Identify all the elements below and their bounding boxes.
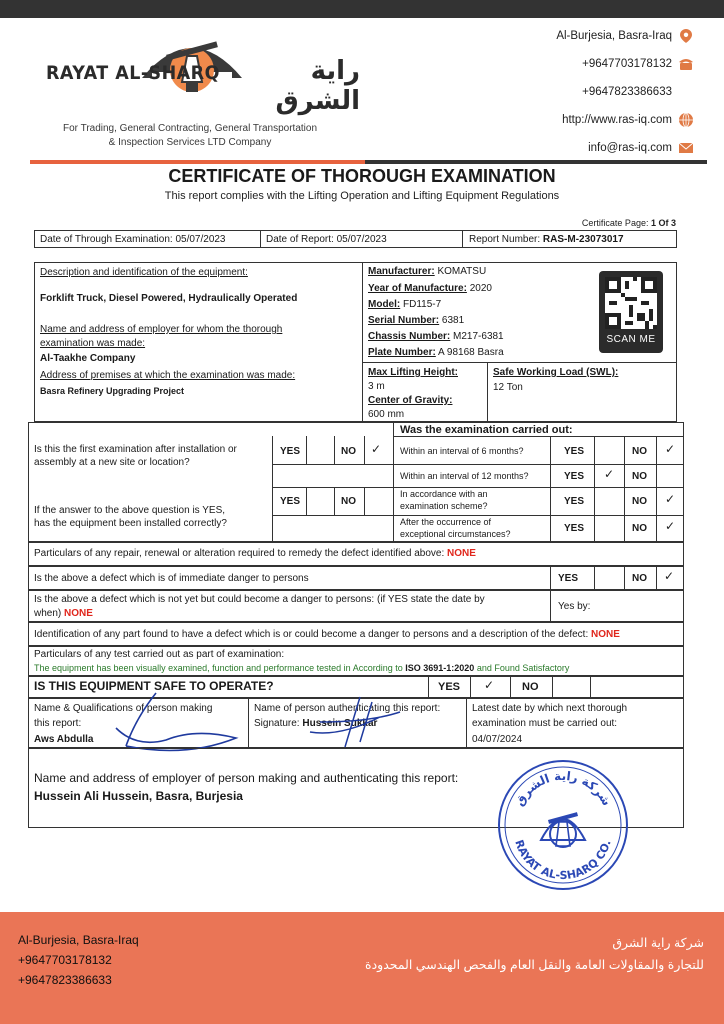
- interval-12-no: NO: [632, 471, 647, 482]
- auth-label: Name of person authenticating this report:: [254, 703, 441, 714]
- part-id-text: [34, 628, 620, 641]
- contact-email: [556, 134, 694, 162]
- yes-by-label: Yes by:: [558, 601, 591, 612]
- employer-value: Al-Taakhe Company: [40, 353, 136, 364]
- grid-v5: [306, 487, 307, 515]
- certificate-page: [582, 218, 676, 228]
- tests-value-iso: ISO 3691-1:2020: [405, 663, 475, 673]
- grid-v4: [364, 436, 365, 464]
- model: [368, 298, 441, 311]
- company-tagline: [40, 122, 340, 150]
- manufacturer-value: KOMATSU: [437, 266, 487, 277]
- phone-icon: [678, 56, 694, 72]
- logo-english-text: RAYAT AL-SHARQ: [46, 62, 220, 84]
- footer-arabic: [365, 932, 704, 976]
- report-number-label: Report Number:: [469, 234, 541, 245]
- equipment-sep: [362, 262, 363, 422]
- grid-v1: [272, 436, 273, 542]
- location-pin-icon: [678, 28, 694, 44]
- interval-6-no-tick: ✓: [665, 442, 676, 456]
- logo-arabic-text: راية الشرق: [275, 56, 360, 116]
- plate: [368, 346, 504, 359]
- serial: [368, 314, 464, 327]
- was-exam-label: Was the examination carried out:: [400, 424, 573, 436]
- grid-h5: [272, 515, 393, 516]
- danger-v1: [550, 566, 551, 590]
- company-logo: [40, 24, 360, 154]
- immediate-danger-label: Is the above a defect which is of immediate danger to persons: [34, 573, 309, 584]
- immediate-danger-no-tick: ✓: [664, 569, 675, 583]
- scheme-label-1: In accordance with an: [400, 489, 488, 499]
- swl-value: 12 Ton: [493, 382, 523, 393]
- danger-v4: [656, 566, 657, 590]
- manufacturer: [368, 265, 486, 278]
- tests-label: Particulars of any test carried out as part of examination:: [34, 649, 285, 660]
- tagline-line-1: For Trading, General Contracting, General Transportation: [62, 123, 318, 134]
- employer-value-bottom: Hussein Ali Hussein, Basra, Burjesia: [34, 789, 243, 803]
- installed-q2: has the equipment been installed correctly?: [34, 518, 227, 529]
- safe-yes: YES: [438, 681, 461, 693]
- report-number: [469, 233, 624, 246]
- repair-text: [34, 547, 476, 560]
- interval-6-yes: YES: [564, 446, 585, 457]
- auth-value: Hussein Sukkar: [302, 718, 378, 729]
- stamp-text-top: شركة راية الشرق: [512, 768, 614, 809]
- maker-label-2: this report:: [34, 718, 82, 729]
- certificate-subtitle: This report complies with the Lifting Operation and Lifting Equipment Regulations: [164, 190, 560, 202]
- contact-phone-1: [556, 50, 694, 78]
- interval-12-label: Within an interval of 12 months?: [400, 471, 529, 481]
- contact-website-link[interactable]: http://www.ras-iq.com: [562, 114, 672, 126]
- dates-sep-1: [260, 230, 261, 248]
- after-no: NO: [632, 523, 647, 534]
- future-v1: [550, 590, 551, 622]
- safe-v4: [552, 676, 553, 698]
- after-label-1: After the occurrence of: [400, 517, 492, 527]
- report-date: Date of Report: 05/07/2023: [266, 234, 387, 245]
- grid-v11: [624, 436, 625, 542]
- tagline-line-2: & Inspection Services LTD Company: [108, 137, 272, 148]
- swl-label: Safe Working Load (SWL):: [493, 367, 619, 378]
- qr-code[interactable]: [599, 271, 663, 353]
- grid-h3: [272, 487, 684, 488]
- future-danger-label-2: [34, 607, 93, 620]
- header-divider-orange: [30, 160, 365, 164]
- after-label-2: exceptional circumstances?: [400, 529, 511, 539]
- after-no-tick: ✓: [665, 519, 676, 533]
- employer-label-2: examination was made:: [40, 338, 146, 349]
- after-yes: YES: [564, 523, 585, 534]
- tests-value-a: The equipment has been visually examined, function and performance tested in According to: [34, 663, 403, 673]
- company-stamp: [496, 758, 630, 892]
- contact-phone-2: [556, 78, 694, 106]
- repair-label: Particulars of any repair, renewal or alteration required to remedy the defect identified above:: [34, 548, 445, 559]
- safe-no: NO: [522, 681, 539, 693]
- sig-v1: [248, 698, 249, 748]
- model-label: Model:: [368, 299, 401, 310]
- serial-value: 6381: [441, 315, 465, 326]
- grid-v8: [393, 422, 394, 542]
- stamp-text-bottom: RAYAT AL-SHARQ CO.: [512, 838, 614, 883]
- next-value: 04/07/2024: [472, 734, 523, 745]
- first-exam-q1: Is this the first examination after installation or: [34, 444, 237, 455]
- safe-v3: [510, 676, 511, 698]
- employer-label-1: Name and address of employer for whom the thorough: [40, 324, 283, 335]
- chassis: [368, 330, 504, 343]
- plate-label: Plate Number:: [368, 347, 436, 358]
- immediate-danger-no: NO: [632, 573, 647, 584]
- interval-12-yes: YES: [564, 471, 585, 482]
- installed-yes: YES: [280, 496, 301, 507]
- desc-value: Forklift Truck, Diesel Powered, Hydraulically Operated: [40, 293, 298, 304]
- interval-12-yes-tick: ✓: [604, 467, 615, 481]
- envelope-icon: [678, 140, 694, 156]
- qr-label: SCAN ME: [606, 334, 656, 345]
- footer-phone-1[interactable]: +9647703178132: [18, 953, 112, 967]
- sig-v2: [466, 698, 467, 748]
- auth-sig-label: Signature:: [254, 718, 300, 729]
- next-label-2: examination must be carried out:: [472, 718, 618, 729]
- year-value: 2020: [469, 283, 492, 294]
- grid-v7: [364, 487, 365, 515]
- first-exam-no: NO: [341, 446, 356, 457]
- grid-v6: [334, 487, 335, 515]
- plate-value: A 98168 Basra: [438, 347, 504, 358]
- footer-contact: [18, 930, 139, 990]
- maker-value: Aws Abdulla: [34, 734, 94, 745]
- future-danger-label-1: Is the above a defect which is not yet but could become a danger to persons: (if YES state the date by: [34, 594, 485, 605]
- first-exam-yes: YES: [280, 446, 301, 457]
- cog-label: Center of Gravity:: [368, 395, 453, 406]
- safe-v1: [428, 676, 429, 698]
- desc-label: Description and identification of the equipment:: [40, 267, 248, 278]
- part-id-value: NONE: [591, 629, 620, 640]
- employer-label: Name and address of employer of person making and authenticating this report:: [34, 771, 459, 785]
- footer: [0, 912, 724, 1024]
- repair-value: NONE: [447, 548, 476, 559]
- safe-yes-tick: ✓: [484, 678, 495, 692]
- premises-value: Basra Refinery Upgrading Project: [40, 386, 185, 396]
- swl-sep: [487, 362, 488, 422]
- blank-icon: [678, 84, 694, 100]
- year-label: Year of Manufacture:: [368, 283, 467, 294]
- chassis-value: M217-6381: [453, 331, 504, 342]
- installed-no: NO: [341, 496, 356, 507]
- grid-v3: [334, 436, 335, 464]
- first-exam-no-tick: ✓: [371, 442, 382, 456]
- svg-text:شركة راية الشرق: [512, 769, 614, 808]
- interval-6-label: Within an interval of 6 months?: [400, 446, 524, 456]
- scheme-label-2: examination scheme?: [400, 501, 488, 511]
- footer-ar-line-1: شركة راية الشرق: [612, 936, 704, 950]
- grid-v12: [656, 436, 657, 542]
- signature-authenticator-icon: [300, 692, 410, 752]
- immediate-danger-yes: YES: [558, 573, 579, 584]
- safe-v5: [590, 676, 591, 698]
- certificate-title: CERTIFICATE OF THOROUGH EXAMINATION: [168, 166, 556, 186]
- installed-q1: If the answer to the above question is YES,: [34, 505, 226, 516]
- dates-sep-2: [462, 230, 463, 248]
- page-value: 1 Of 3: [650, 218, 676, 228]
- scheme-no: NO: [632, 496, 647, 507]
- safe-label: IS THIS EQUIPMENT SAFE TO OPERATE?: [34, 679, 274, 693]
- future-danger-when: when): [34, 608, 62, 619]
- exam-date: Date of Through Examination: 05/07/2023: [40, 234, 226, 245]
- globe-icon: [678, 112, 694, 128]
- first-exam-q2: assembly at a new site or location?: [34, 457, 190, 468]
- scheme-no-tick: ✓: [665, 492, 676, 506]
- report-number-value: RAS-M-23073017: [542, 234, 624, 245]
- max-height-value: 3 m: [368, 381, 385, 392]
- grid-v10: [594, 436, 595, 542]
- contact-address-text: Al-Burjesia, Basra-Iraq: [556, 30, 672, 42]
- premises-label: Address of premises at which the examination was made:: [40, 370, 296, 381]
- footer-address: Al-Burjesia, Basra-Iraq: [18, 933, 139, 947]
- danger-v3: [624, 566, 625, 590]
- footer-phone-2[interactable]: +9647823386633: [18, 973, 112, 987]
- contact-address: [556, 22, 694, 50]
- cog-value: 600 mm: [368, 409, 405, 420]
- grid-h2: [272, 464, 684, 465]
- future-danger-value: NONE: [64, 608, 93, 619]
- svg-text:RAYAT AL-SHARQ CO.: [512, 838, 613, 882]
- contact-phone-1-text[interactable]: +9647703178132: [582, 58, 672, 70]
- header-contact: [556, 22, 694, 162]
- year: [368, 282, 492, 295]
- contact-phone-2-text[interactable]: +9647823386633: [582, 86, 672, 98]
- grid-h4: [393, 515, 684, 516]
- top-bar: [0, 0, 724, 18]
- contact-website: [556, 106, 694, 134]
- page-label: Certificate Page:: [581, 218, 649, 228]
- safe-v2: [470, 676, 471, 698]
- maker-label-1: Name & Qualifications of person making: [34, 703, 213, 714]
- tests-value-b: and Found Satisfactory: [476, 663, 570, 673]
- qr-code-icon: [605, 277, 657, 329]
- manufacturer-label: Manufacturer:: [368, 266, 435, 277]
- header-divider-dark: [365, 160, 707, 164]
- grid-v9: [550, 436, 551, 542]
- max-height-label: Max Lifting Height:: [368, 367, 458, 378]
- tests-value: [34, 662, 569, 675]
- interval-6-no: NO: [632, 446, 647, 457]
- equipment-hsep: [362, 362, 677, 363]
- scheme-yes: YES: [564, 496, 585, 507]
- chassis-label: Chassis Number:: [368, 331, 451, 342]
- footer-ar-line-2: للتجارة والمقاولات العامة والنقل العام والفحص الهندسي المحدودة: [365, 958, 704, 972]
- contact-email-link[interactable]: info@ras-iq.com: [588, 142, 672, 154]
- serial-label: Serial Number:: [368, 315, 440, 326]
- grid-v2: [306, 436, 307, 464]
- part-id-label: Identification of any part found to have a defect which is or could become a danger to persons and a description of the defect:: [34, 629, 589, 640]
- danger-v2: [594, 566, 595, 590]
- model-value: FD115-7: [403, 299, 442, 310]
- next-label-1: Latest date by which next thorough: [472, 703, 628, 714]
